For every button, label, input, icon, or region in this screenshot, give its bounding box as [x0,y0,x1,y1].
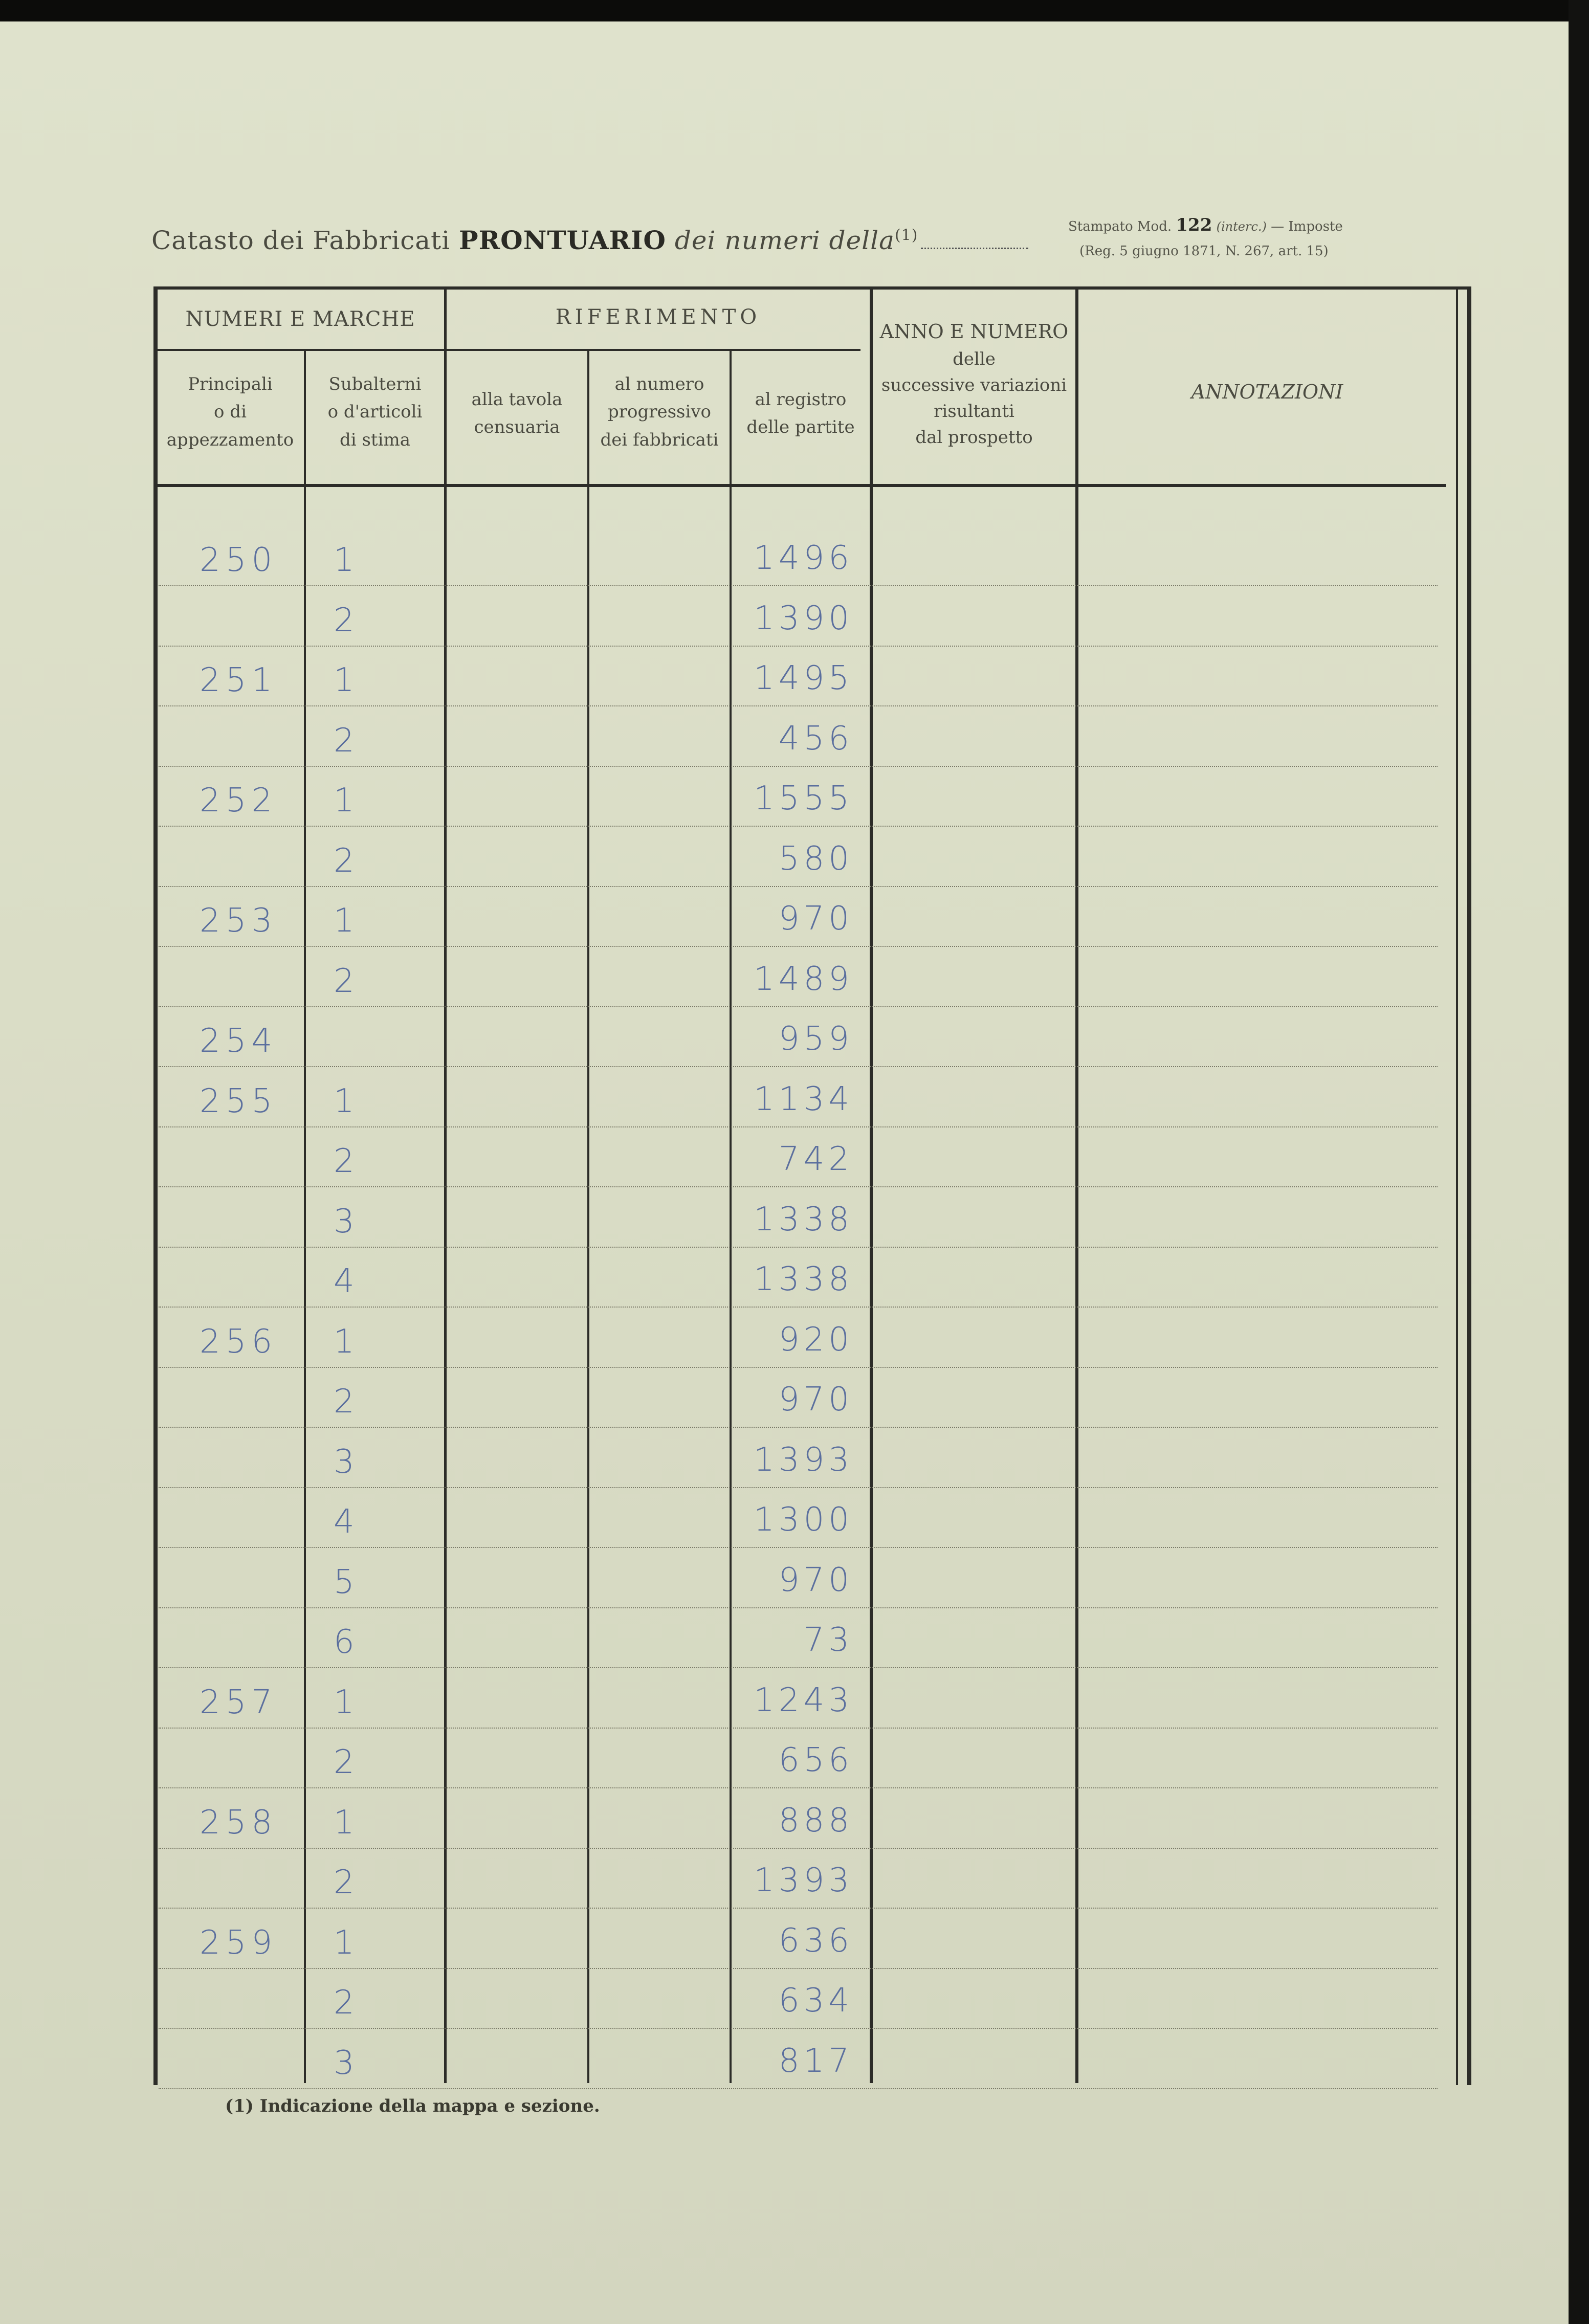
cell-principale: 256 [200,1322,278,1361]
cell-registro: 888 [778,1801,853,1840]
header-principali-line3: appezzamento [166,429,294,450]
print-stamp [1068,215,1343,235]
col-line-tavola [587,351,589,2083]
cell-registro: 1495 [754,659,853,697]
cell-registro: 970 [778,900,853,938]
cell-subalterno: 3 [334,1443,355,1481]
cell-registro: 634 [778,1982,853,2020]
cell-principale: 258 [200,1803,278,1842]
cell-subalterno: 3 [334,1202,355,1241]
stamp-interc: (interc.) [1216,219,1267,234]
header-subgroup-line [157,349,860,351]
header-anno-line2: delle [953,349,996,369]
cell-subalterno: 4 [334,1503,355,1541]
cell-subalterno: 5 [334,1563,355,1601]
title-fill-line [921,248,1028,249]
title-italic: dei numeri della [674,226,895,255]
row-rule [159,1186,1438,1187]
cell-registro: 1393 [754,1862,853,1899]
cell-principale: 255 [200,1082,278,1120]
row-rule [159,1006,1438,1007]
header-anno-line3: successive variazioni [881,375,1067,395]
cell-subalterno: 2 [334,1864,355,1901]
cell-registro: 1489 [754,960,853,998]
cell-registro: 1496 [754,539,853,577]
cell-subalterno: 1 [334,1803,355,1842]
row-rule [159,946,1438,947]
cell-subalterno: 1 [334,1082,355,1120]
title-prefix: Catasto dei Fabbricati [151,226,451,255]
header-anno-line4: risultanti [934,401,1014,422]
stamp-number: 122 [1176,215,1212,235]
header-tavola-line2: censuaria [474,417,560,438]
row-rule [159,1247,1438,1248]
row-rule [159,1667,1438,1668]
cell-subalterno: 1 [334,902,355,940]
row-rule [159,826,1438,827]
header-principali [157,370,304,454]
footnote: (1) Indicazione della mappa e sezione. [225,2096,600,2116]
cell-subalterno: 2 [334,1743,355,1781]
cell-principale: 257 [200,1683,278,1721]
cell-registro: 1393 [754,1441,853,1479]
cell-registro: 1134 [754,1080,853,1118]
cell-registro: 1555 [754,780,853,817]
header-progressivo-line1: al numero [614,374,704,394]
cell-registro: 580 [778,839,853,878]
cell-registro: 817 [778,2042,853,2080]
header-annotazioni: ANNOTAZIONI [1191,381,1343,403]
row-rule [159,2088,1438,2089]
cell-subalterno: 3 [334,2044,355,2082]
row-rule [159,1307,1438,1308]
header-subalterni-line1: Subalterni [328,374,422,394]
row-rule [159,2028,1438,2029]
cell-subalterno: 1 [334,661,355,699]
stamp-prefix: Stampato Mod. [1068,219,1172,234]
row-rule [159,646,1438,647]
cell-principale: 253 [200,902,278,940]
cell-registro: 970 [778,1381,853,1419]
cell-subalterno: 2 [334,721,355,760]
cell-subalterno: 1 [334,1683,355,1721]
header-principali-line1: Principali [188,374,273,394]
cell-registro: 1300 [754,1501,853,1539]
cell-subalterno: 2 [334,1142,355,1180]
row-rule [159,585,1438,586]
header-tavola-line1: alla tavola [471,389,563,410]
row-rule [159,766,1438,767]
cell-registro: 742 [778,1140,853,1178]
header-progressivo-line3: dei fabbricati [600,429,719,450]
row-rule [159,1066,1438,1067]
cell-principale: 251 [200,661,278,699]
row-rule [159,1968,1438,1969]
stamp-regulation: (Reg. 5 giugno 1871, N. 267, art. 15) [1079,244,1329,259]
title-bold: PRONTUARIO [459,225,666,255]
cell-registro: 636 [778,1921,853,1960]
cell-subalterno: 2 [334,1984,355,2022]
cell-principale: 254 [200,1022,278,1060]
cell-registro: 959 [778,1020,853,1058]
col-line-progressivo [730,351,732,2083]
header-progressivo-line2: progressivo [607,402,712,423]
cell-registro: 1390 [754,599,853,637]
row-rule [159,1427,1438,1428]
cell-registro: 656 [778,1741,853,1779]
header-subalterni-line3: di stima [340,429,410,450]
cell-subalterno: 2 [334,842,355,880]
cell-subalterno: 1 [334,782,355,820]
col-line-principali [304,351,306,2083]
row-rule [159,1126,1438,1127]
cell-subalterno: 4 [334,1263,355,1300]
header-bottom-line [157,484,1446,487]
row-rule [159,1848,1438,1849]
header-registro-line2: delle partite [746,417,855,438]
cell-subalterno: 1 [334,1923,355,1962]
cell-subalterno: 2 [334,962,355,1000]
row-rule [159,1547,1438,1548]
header-numeri-e-marche: NUMERI E MARCHE [185,307,415,331]
scan-right-border [1569,0,1589,2324]
cell-registro: 1338 [754,1200,853,1238]
header-riferimento: RIFERIMENTO [555,305,761,329]
cell-subalterno: 2 [334,601,355,639]
scan-top-border [0,0,1589,21]
cell-registro: 73 [803,1621,853,1659]
row-rule [159,1367,1438,1368]
header-anno-e-numero [873,317,1075,451]
row-rule [159,1607,1438,1608]
cell-registro: 1338 [754,1260,853,1298]
cell-principale: 259 [200,1923,278,1962]
header-subalterni-line2: o d'articoli [327,402,423,423]
header-registro [732,386,870,441]
cell-subalterno: 2 [334,1383,355,1421]
cell-registro: 920 [778,1320,853,1359]
cell-registro: 1243 [754,1681,853,1719]
cell-subalterno: 1 [334,1322,355,1361]
cell-registro: 456 [778,719,853,758]
row-rule [159,1908,1438,1909]
header-progressivo [589,370,730,454]
header-principali-line2: o di [214,402,247,423]
row-rule [159,1728,1438,1729]
header-registro-line1: al registro [755,389,847,410]
row-rule [159,886,1438,887]
header-anno-line1: ANNO E NUMERO [879,320,1069,343]
title-note: (1) [894,226,918,245]
header-subalterni [306,370,444,454]
row-rule [159,1487,1438,1488]
cell-principale: 252 [200,782,278,820]
cell-registro: 970 [778,1561,853,1599]
row-rule [159,705,1438,706]
table-right-double-line [1456,286,1458,2085]
header-tavola [447,386,587,441]
cell-subalterno: 1 [334,541,355,579]
header-anno-line5: dal prospetto [915,427,1033,448]
page-title [151,225,1028,255]
cell-principale: 250 [200,541,278,579]
row-rule [159,1787,1438,1788]
cell-subalterno: 6 [334,1623,355,1661]
stamp-suffix: — Imposte [1271,219,1343,234]
